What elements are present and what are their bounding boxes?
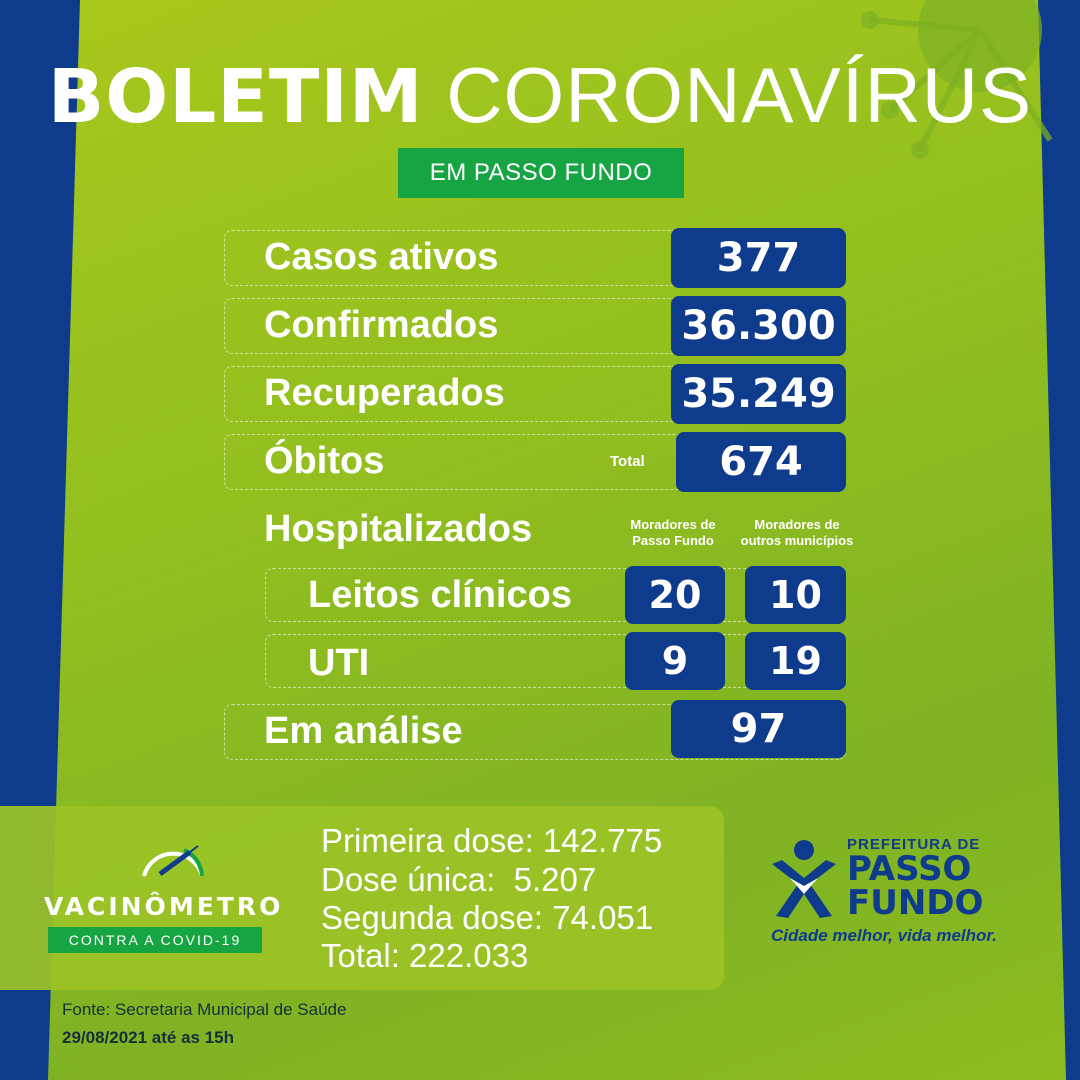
label-leitos-clinicos: Leitos clínicos [308,574,572,616]
header-outros-line2: outros municípios [740,533,854,548]
header-outros-line1: Moradores de [754,517,840,532]
header-passo-fundo [618,517,728,549]
label-recuperados: Recuperados [264,372,505,414]
value-leitos-passo-fundo: 20 [625,566,725,624]
prefeitura-logo-icon [768,838,840,920]
value-leitos-outros: 10 [745,566,846,624]
label-em-analise: Em análise [264,710,463,752]
label-hospitalizados: Hospitalizados [264,508,533,550]
title-light: CORONAVÍRUS [446,51,1033,139]
value-obitos: 674 [676,432,846,492]
dose-segunda: Segunda dose: 74.051 [321,899,654,936]
label-confirmados: Confirmados [264,304,499,346]
label-casos-ativos: Casos ativos [264,236,499,278]
logo-passo: PASSO [847,849,972,889]
value-casos-ativos: 377 [671,228,846,288]
logo-tagline: Cidade melhor, vida melhor. [771,926,997,945]
subtitle-badge: EM PASSO FUNDO [398,148,684,198]
source-note: Fonte: Secretaria Municipal de Saúde [62,1000,347,1019]
logo-fundo: FUNDO [847,883,984,923]
label-obitos: Óbitos [264,440,385,482]
logo-passo-fundo [847,849,984,923]
value-uti-passo-fundo: 9 [625,632,725,690]
label-uti: UTI [308,642,370,684]
value-recuperados: 35.249 [671,364,846,424]
value-uti-outros: 19 [745,632,846,690]
header-outros-municipios [732,517,862,549]
header-passo-fundo-line1: Moradores de [630,517,716,532]
dose-total: Total: 222.033 [321,937,529,974]
dose-unica: Dose única: 5.207 [321,861,597,898]
value-confirmados: 36.300 [671,296,846,356]
dose-primeira: Primeira dose: 142.775 [321,822,663,859]
value-em-analise: 97 [671,700,846,758]
date-stamp: 29/08/2021 até as 15h [62,1028,235,1047]
vacinometro-subtitle: CONTRA A COVID-19 [48,927,262,953]
header-passo-fundo-line2: Passo Fundo [632,533,714,548]
logo-prefeitura-de: PREFEITURA DE [847,836,981,853]
label-obitos-total: Total [610,453,645,470]
title-bold: BOLETIM [47,54,424,140]
right-blue-stripe [1010,0,1080,1080]
syringe-gauge-icon [138,840,208,880]
vacinometro-title: VACINÔMETRO [44,892,284,921]
page-title [0,50,1080,142]
